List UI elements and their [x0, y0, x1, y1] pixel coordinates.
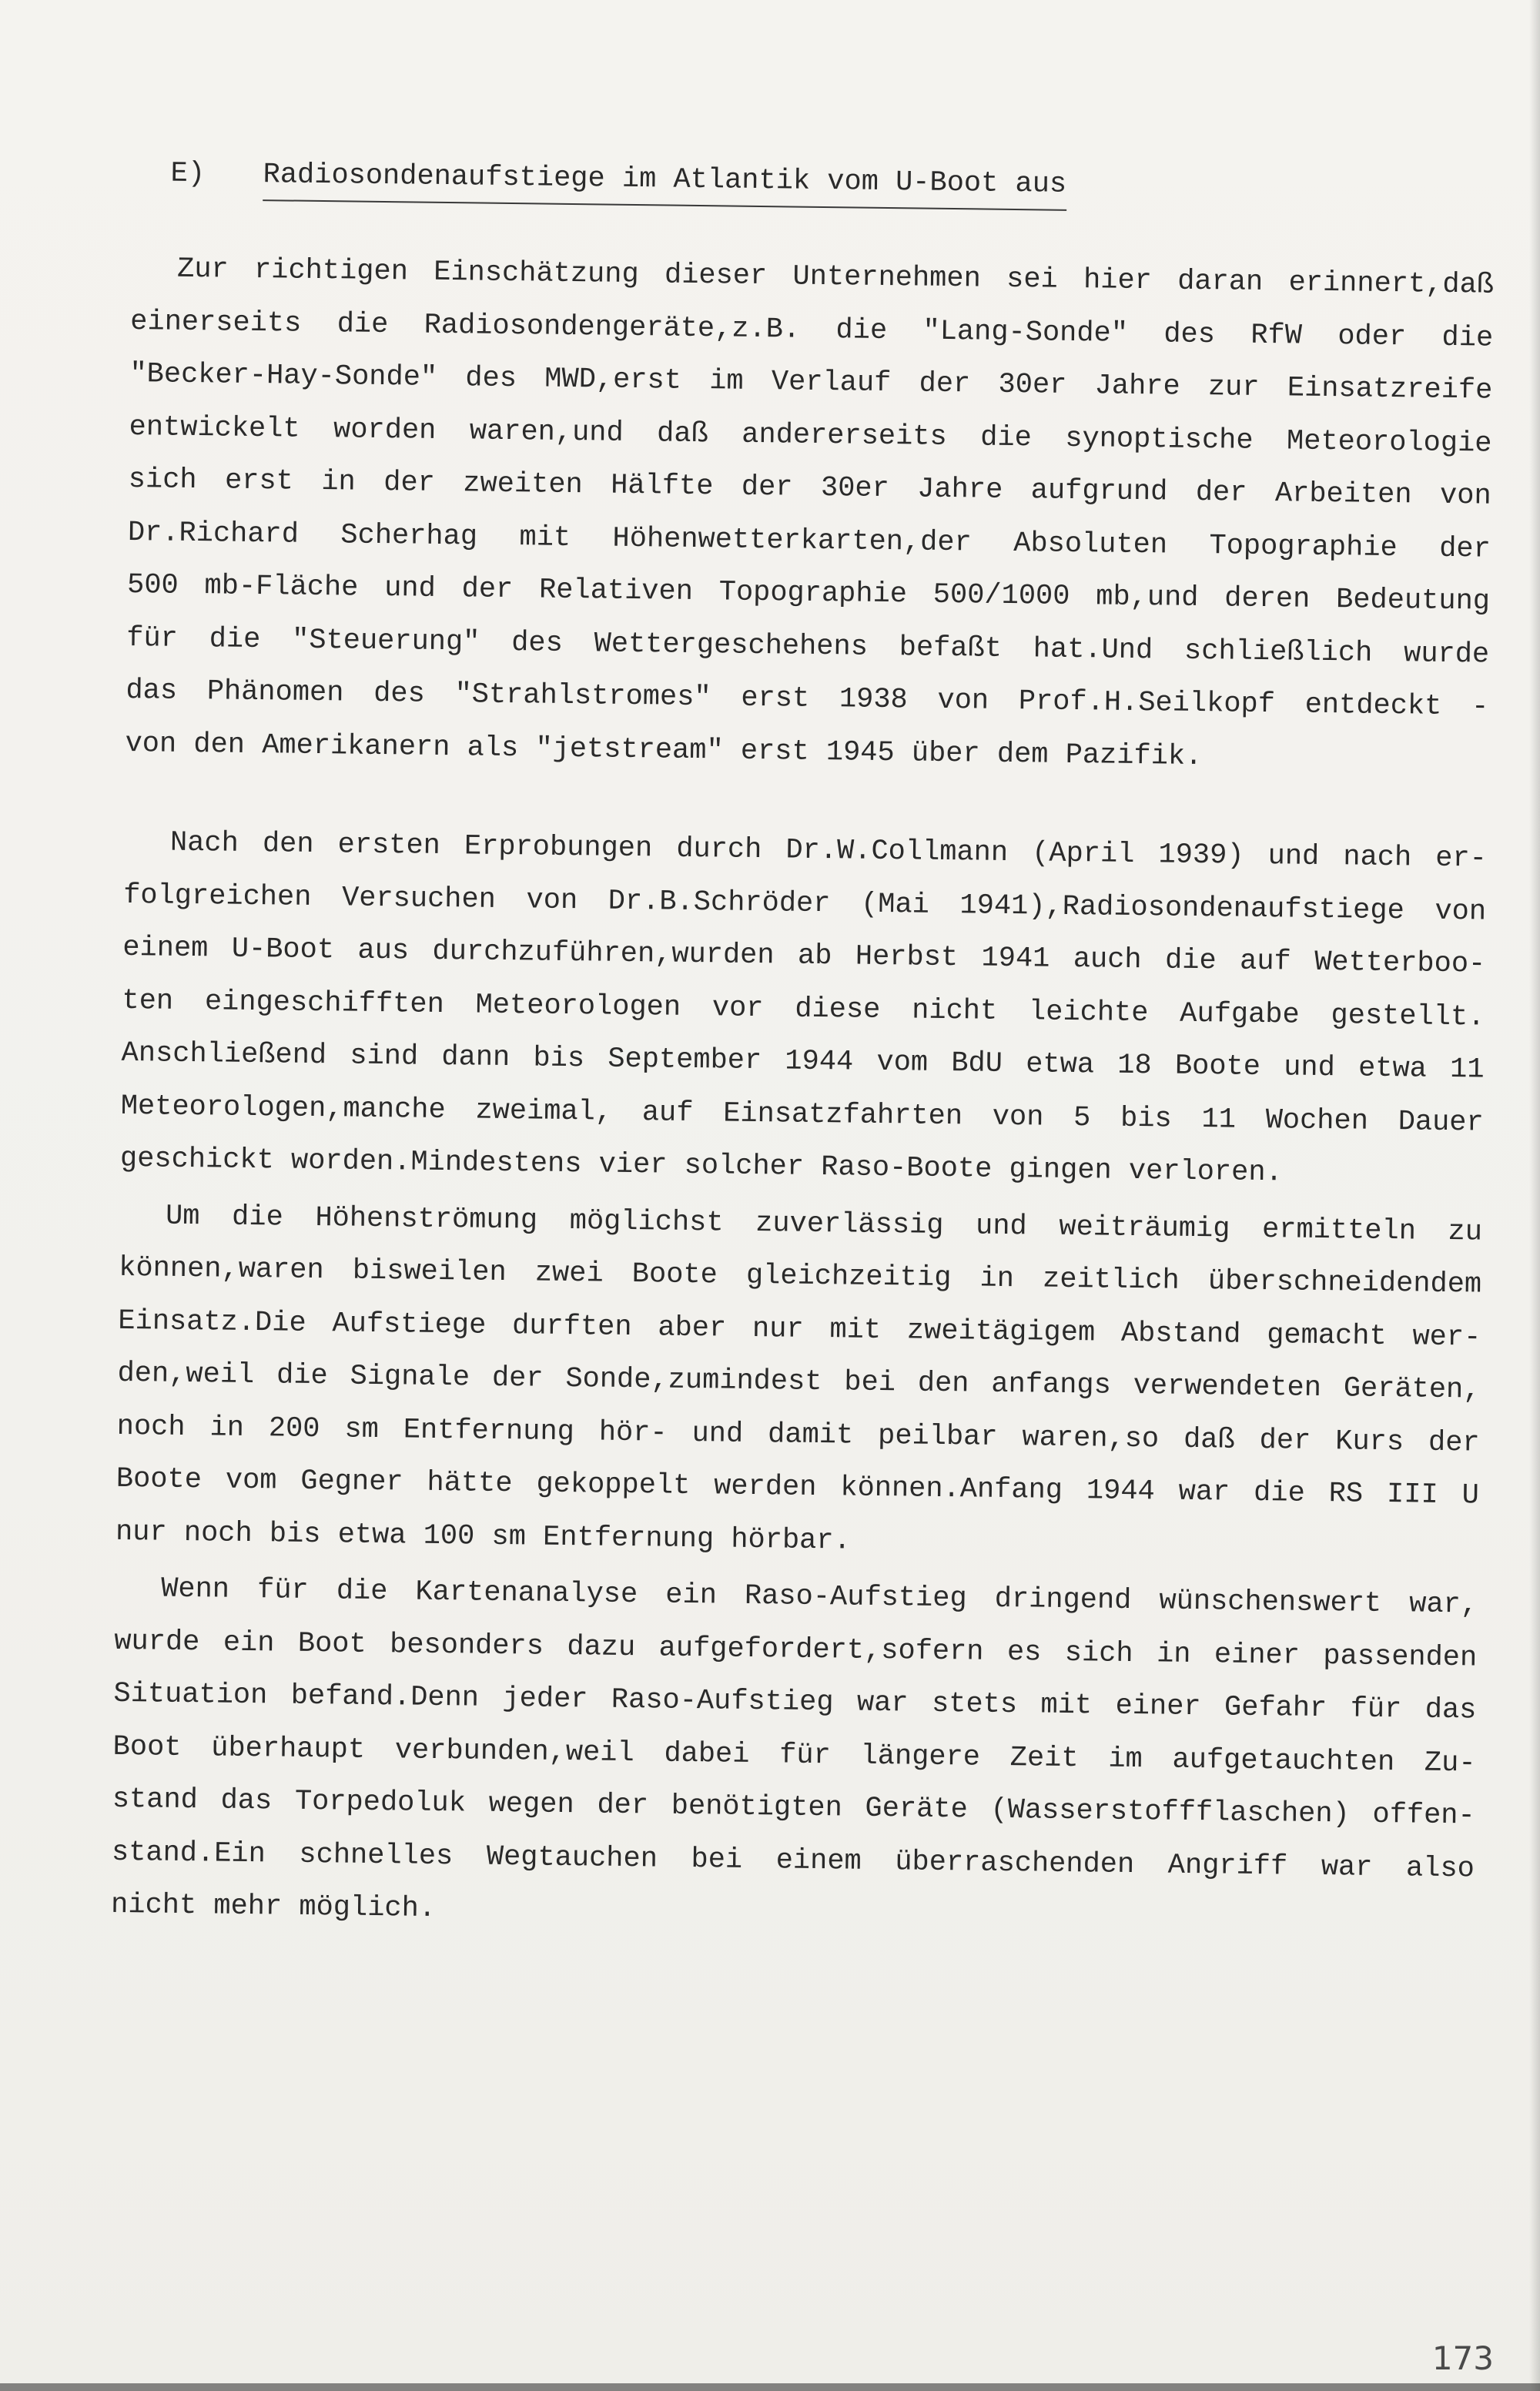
- paragraph-4: [111, 1562, 1478, 1948]
- text-line: Wenn für die Kartenanalyse ein Raso-Aufstieg dringend wünschenswert war,: [160, 1572, 1478, 1622]
- text-line: Boote vom Gegner hätte gekoppelt werden können.Anfang 1944 war die RS III U: [116, 1462, 1480, 1512]
- text-line: ten eingeschifften Meteorologen vor diese nicht leichte Aufgabe gestellt.: [122, 984, 1485, 1034]
- text-line: entwickelt worden waren,und daß andererseits die synoptische Meteorologie: [129, 410, 1492, 460]
- text-line: wurde ein Boot besonders dazu aufgefordert,sofern es sich in einer passenden: [114, 1625, 1478, 1674]
- text-line: einerseits die Radiosondengeräte,z.B. die "Lang-Sonde" des RfW oder die: [130, 305, 1494, 355]
- text-line: können,waren bisweilen zwei Boote gleichzeitig in zeitlich überschneidendem: [119, 1251, 1482, 1301]
- section-heading: [170, 151, 1495, 213]
- text-line: den,weil die Signale der Sonde,zumindest bei den anfangs verwendeten Geräten,: [117, 1357, 1481, 1407]
- text-line: Nach den ersten Erprobungen durch Dr.W.Collmann (April 1939) und nach er-: [169, 826, 1488, 876]
- text-line: nicht mehr möglich.: [110, 1888, 437, 1925]
- text-line: Einsatz.Die Aufstiege durften aber nur mit zweitägigem Abstand gemacht wer-: [118, 1304, 1481, 1355]
- scan-edge-bottom: [0, 2383, 1540, 2391]
- text-line: nur noch bis etwa 100 sm Entfernung hörbar.: [115, 1515, 852, 1558]
- text-line: Situation befand.Denn jeder Raso-Aufstieg war stets mit einer Gefahr für das: [113, 1677, 1477, 1727]
- text-line: Um die Höhenströmung möglichst zuverlässig und weiträumig ermitteln zu: [165, 1200, 1483, 1249]
- paragraph-1: [125, 243, 1494, 787]
- text-line: für die "Steuerung" des Wettergeschehens befaßt hat.Und schließlich wurde: [126, 621, 1490, 671]
- text-line: stand.Ein schnelles Wegtauchen bei einem überraschenden Angriff war also: [111, 1836, 1475, 1885]
- text-line: Anschließend sind dann bis September 1944 vom BdU etwa 18 Boote und etwa 11: [121, 1036, 1485, 1087]
- text-line: Meteorologen,manche zweimal, auf Einsatzfahrten von 5 bis 11 Wochen Dauer: [120, 1090, 1484, 1140]
- text-line: stand das Torpedoluk wegen der benötigten Geräte (Wasserstoffflaschen) offen-: [112, 1783, 1475, 1833]
- section-title: Radiosondenaufstiege im Atlantik vom U-Boot aus: [263, 152, 1066, 211]
- text-line: sich erst in der zweiten Hälfte der 30er Jahre aufgrund der Arbeiten von: [128, 463, 1491, 513]
- paragraph-3: [116, 1189, 1483, 1575]
- paragraph-2: [120, 816, 1488, 1202]
- text-line: Dr.Richard Scherhag mit Höhenwetterkarten,der Absoluten Topographie der: [127, 516, 1491, 566]
- text-line: Zur richtigen Einschätzung dieser Unternehmen sei hier daran erinnert,daß: [176, 253, 1495, 302]
- text-line: Boot überhaupt verbunden,weil dabei für längere Zeit im aufgetauchten Zu-: [112, 1730, 1476, 1780]
- text-line: einem U-Boot aus durchzuführen,wurden ab Herbst 1941 auch die auf Wetterboo-: [122, 931, 1486, 981]
- text-line: 500 mb-Fläche und der Relativen Topographie 500/1000 mb,und deren Bedeutung: [126, 568, 1491, 618]
- text-line: noch in 200 sm Entfernung hör- und damit peilbar waren,so daß der Kurs der: [116, 1410, 1480, 1459]
- text-line: "Becker-Hay-Sonde" des MWD,erst im Verlauf der 30er Jahre zur Einsatzreife: [129, 357, 1493, 407]
- text-line: von den Amerikanern als "jetstream" erst 1945 über dem Pazifik.: [125, 727, 1203, 773]
- text-line: das Phänomen des "Strahlstromes" erst 1938 von Prof.H.Seilkopf entdeckt -: [126, 674, 1489, 724]
- section-label: E): [170, 157, 206, 191]
- page-number: 173: [1431, 2339, 1494, 2377]
- scan-edge-shadow: [1529, 0, 1540, 2391]
- text-line: geschickt worden.Mindestens vier solcher Raso-Boote gingen verloren.: [119, 1142, 1283, 1190]
- text-line: folgreichen Versuchen von Dr.B.Schröder (Mai 1941),Radiosondenaufstiege von: [122, 879, 1487, 929]
- document-body: [110, 150, 1495, 1994]
